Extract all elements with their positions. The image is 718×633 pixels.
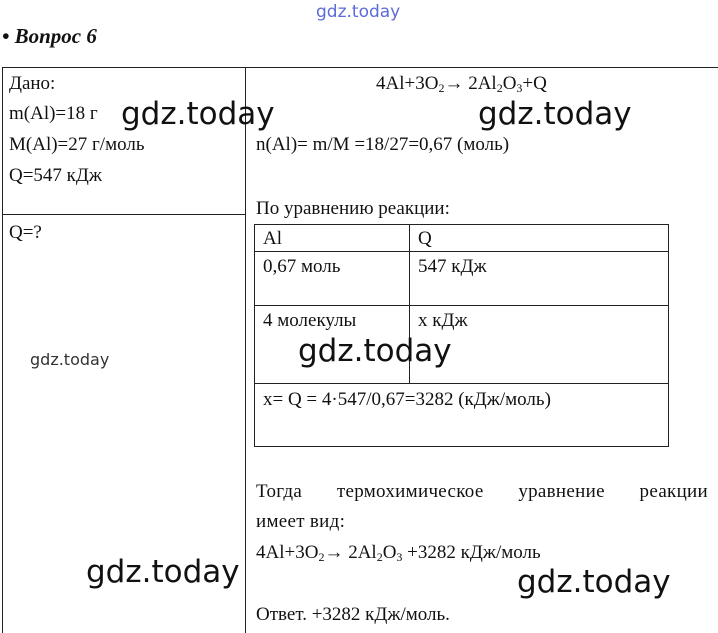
frame-left <box>2 67 3 633</box>
table-border-row2 <box>254 383 669 384</box>
watermark-2: gdz.today <box>478 96 632 132</box>
conclusion-line-2: имеет вид: <box>256 511 346 532</box>
given-molar-mass: M(Al)=27 г/моль <box>9 134 145 155</box>
frame-top <box>2 67 718 68</box>
given-heat: Q=547 кДж <box>9 165 103 186</box>
final-equation <box>256 542 541 564</box>
watermark-3: gdz.today <box>298 333 452 369</box>
conclusion-line-1: Тогда термохимическое уравнение реакции <box>256 481 708 502</box>
moles-calculation: n(Al)= m/M =18/27=0,67 (моль) <box>256 134 510 155</box>
table-border-row1 <box>254 305 669 306</box>
table-header-al: Al <box>263 228 282 249</box>
table-cell-moles: 0,67 моль <box>263 256 341 277</box>
table-cell-x: x кДж <box>418 310 468 331</box>
table-border-right <box>668 224 669 447</box>
watermark-1: gdz.today <box>121 96 275 132</box>
reaction-o2-sub: 2 <box>438 81 445 95</box>
watermark-4: gdz.today <box>30 350 110 369</box>
final-o: O <box>382 542 397 563</box>
find-value: Q=? <box>9 222 42 243</box>
table-cell-heat: 547 кДж <box>418 256 487 277</box>
table-border-top <box>254 224 669 225</box>
given-mass: m(Al)=18 г <box>9 103 98 124</box>
watermark-5: gdz.today <box>86 554 240 590</box>
final-o2-sub: 2 <box>318 550 325 564</box>
answer-line: Ответ. +3282 кДж/моль. <box>256 604 450 625</box>
final-o3-sub: 3 <box>396 550 403 564</box>
final-arrow: → 2Al <box>324 542 377 563</box>
frame-divider-given <box>2 214 245 215</box>
by-equation-label: По уравнению реакции: <box>256 198 450 219</box>
reaction-left: 4Al+3O <box>376 73 439 94</box>
final-right: +3282 кДж/моль <box>402 542 541 563</box>
table-border-left <box>254 224 255 447</box>
question-heading: • Вопрос 6 <box>2 24 97 48</box>
watermark-6: gdz.today <box>517 564 671 600</box>
watermark-top: gdz.today <box>316 2 401 22</box>
table-header-q: Q <box>418 228 432 249</box>
reaction-arrow: → 2Al <box>444 73 497 94</box>
table-border-bottom <box>254 446 669 447</box>
table-border-header <box>254 251 669 252</box>
reaction-equation <box>376 73 547 95</box>
table-cell-molecules: 4 молекулы <box>263 310 357 331</box>
final-left: 4Al+3O <box>256 542 319 563</box>
reaction-o3-sub: 3 <box>516 81 523 95</box>
reaction-right: +Q <box>522 73 547 94</box>
reaction-o: O <box>502 73 517 94</box>
given-title: Дано: <box>9 73 56 94</box>
table-result: x= Q = 4·547/0,67=3282 (кДж/моль) <box>263 389 551 410</box>
frame-divider-vertical <box>245 67 246 633</box>
reaction-al-sub: 2 <box>496 81 503 95</box>
final-al-sub: 2 <box>376 550 383 564</box>
